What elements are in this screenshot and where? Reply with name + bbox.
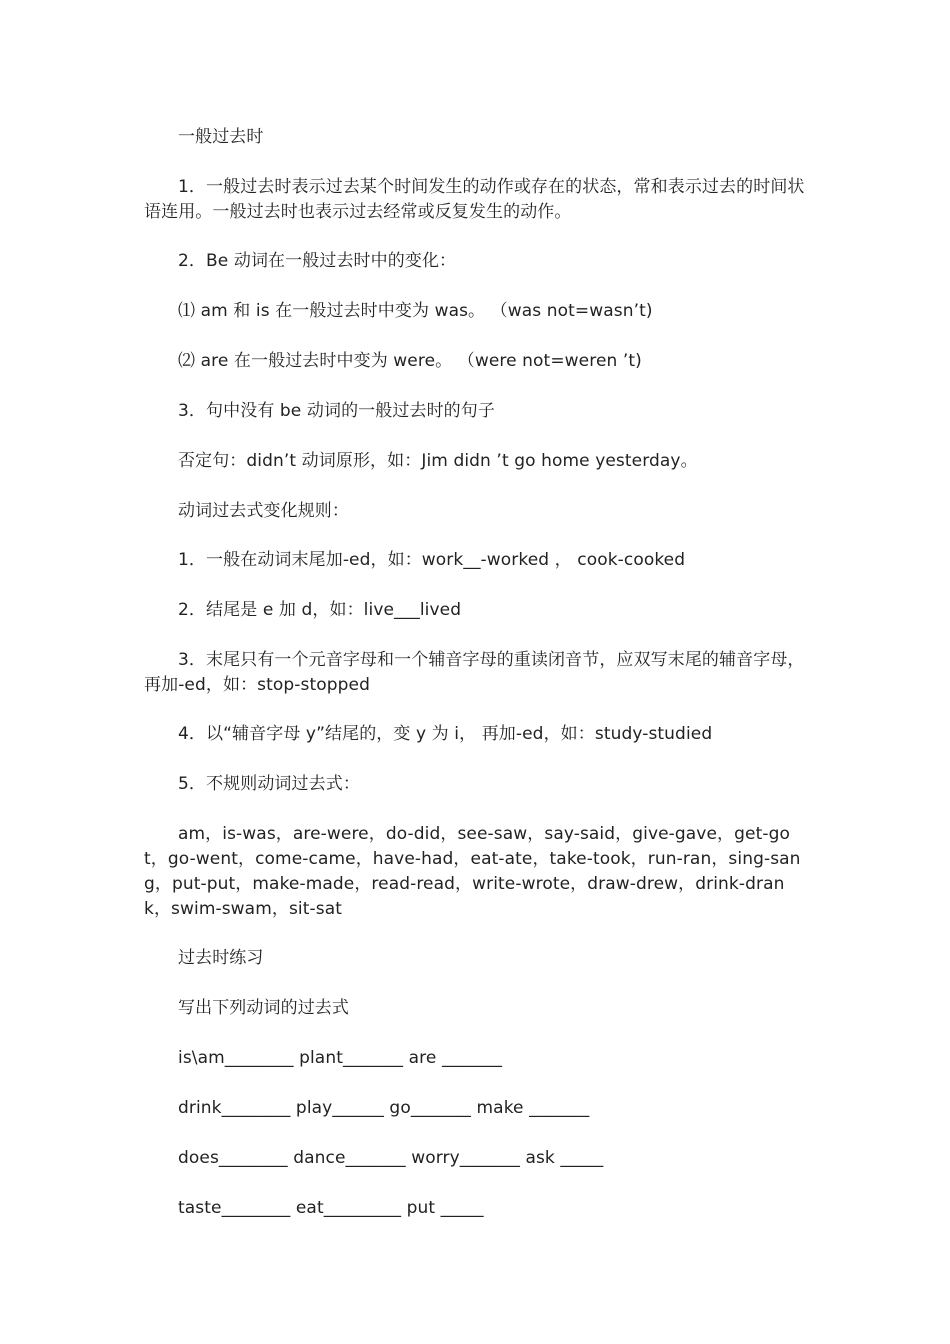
paragraph-am-is-rule: ⑴ am 和 is 在一般过去时中变为 was。 （was not=wasn’t) — [178, 301, 653, 321]
paragraph-rule-2: 2．结尾是 e 加 d，如：live___lived — [178, 600, 462, 620]
exercise-row-3: does________ dance_______ worry_______ ask _____ — [178, 1148, 604, 1168]
paragraph-be-verb-heading: 2．Be 动词在一般过去时中的变化： — [178, 251, 457, 271]
paragraph-no-be-verb: 3．句中没有 be 动词的一般过去时的句子 — [178, 401, 495, 421]
paragraph-negative-sentence: 否定句：didn’t 动词原形，如：Jim didn ’t go home yesterday。 — [178, 451, 698, 471]
paragraph-irregular-verbs: am，is-was，are-were，do-did，see-saw，say-said，give-gave，get-got，go-went，come-came，have-had，eat-ate，take-took，run-ran，sing-sang，put-put，make-made，read-read，write-wrote，draw-drew，drink-drank，swim-swam，sit-sat — [144, 824, 801, 919]
paragraph-rule-1: 1．一般在动词末尾加-ed，如：work__-worked ， cook-cooked — [178, 550, 686, 570]
paragraph-definition: 1．一般过去时表示过去某个时间发生的动作或存在的状态，常和表示过去的时间状语连用。一般过去时也表示过去经常或反复发生的动作。 — [144, 177, 805, 222]
paragraph-are-rule: ⑵ are 在一般过去时中变为 were。 （were not=weren ’t) — [178, 351, 642, 371]
exercise-row-1: is\am________ plant_______ are _______ — [178, 1048, 503, 1068]
paragraph-rule-3: 3．末尾只有一个元音字母和一个辅音字母的重读闭音节，应双写末尾的辅音字母，再加-ed，如：stop-stopped — [144, 650, 805, 695]
exercise-title: 过去时练习 — [178, 948, 264, 968]
exercise-row-2: drink________ play______ go_______ make _______ — [178, 1098, 590, 1118]
paragraph-rule-5: 5．不规则动词过去式： — [178, 774, 360, 794]
section-title: 一般过去时 — [178, 127, 264, 147]
exercise-instruction: 写出下列动词的过去式 — [178, 998, 349, 1018]
exercise-row-4: taste________ eat_________ put _____ — [178, 1198, 484, 1218]
paragraph-rules-heading: 动词过去式变化规则： — [178, 501, 349, 521]
paragraph-rule-4: 4．以“辅音字母 y”结尾的，变 y 为 i， 再加-ed，如：study-studied — [178, 724, 713, 744]
